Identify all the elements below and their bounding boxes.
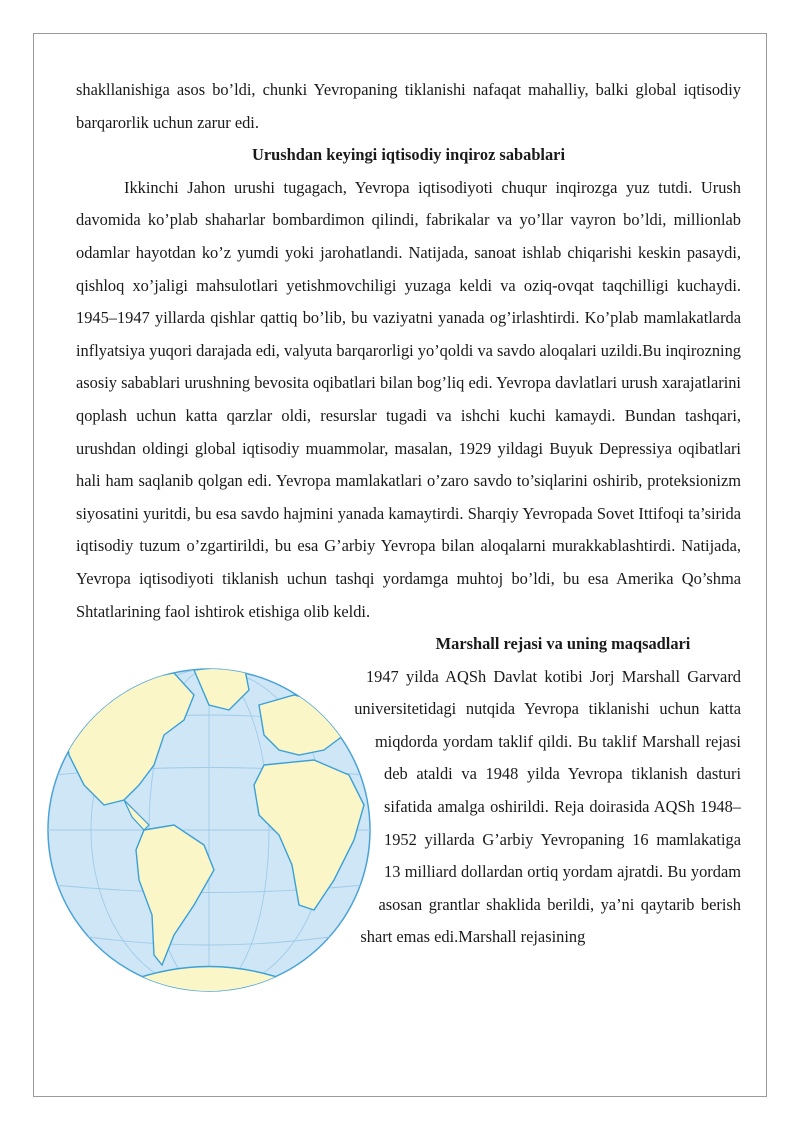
paragraph-crisis-causes: Ikkinchi Jahon urushi tugagach, Yevropa iqtisodiyoti chuqur inqirozga yuz tutdi. Urush davomida ko’plab shaharlar bombardimon qilindi, fabrikalar va yo’llar vayron bo’ldi, millionlab odamlar hayotdan ko’z yumdi yoki jarohatlandi. Natijada, sanoat ishlab chiqarishi keskin pasaydi, qishloq xo’jaligi mahsulotlari yetishmovchiligi yuzaga keldi va oziq-ovqat taqchilligi kuchaydi. 1945–1947 yillarda qishlar qattiq bo’lib, bu vaziyatni yanada og’irlashtirdi. Ko’plab mamlakatlarda inflyatsiya yuqori darajada edi, valyuta barqarorligi yo’qoldi va savdo aloqalari uzildi.Bu inqirozning asosiy sabablari urushning bevosita oqibatlari bilan bog’liq edi. Yevropa davlatlari urush xarajatlarini qoplash uchun katta qarzlar oldi, resurslar tugadi va ishchi kuchi kamaydi. Bundan tashqari, urushdan oldingi global iqtisodiy muammolar, masalan, 1929 yildagi Buyuk Depressiya oqibatlari hali ham saqlanib qolgan edi. Yevropa mamlakatlari o’zaro savdo to’siqlarini oshirib, proteksionizm siyosatini yuritdi, bu esa savdo hajmini yanada kamaytirdi. Sharqiy Yevropada Sovet Ittifoqi ta’sirida iqtisodiy tuzum o’zgartirildi, bu esa G’arbiy Yevropa bilan aloqalarni murakkablashtirdi. Natijada, Yevropa iqtisodiyoti tiklanish uchun tashqi yordamga muhtoj bo’ldi, bu esa Amerika Qo’shma Shtatlarining faol ishtirok etishiga olib keldi. bbox=[76, 177, 741, 621]
heading-crisis-causes: Urushdan keyingi iqtisodiy inqiroz sabablari bbox=[251, 145, 566, 165]
paragraph-intro-continuation: shakllanishiga asos bo’ldi, chunki Yevropaning tiklanishi nafaqat mahalliy, balki global iqtisodiy barqarorlik uchun zarur edi. bbox=[76, 80, 741, 132]
paragraph-marshall-plan: 1947 yilda AQSh Davlat kotibi Jorj Marshall Garvard universitetidagi nutqida Yevropa tiklanishi uchun katta miqdorda yordam taklif qildi. Bu taklif Marshall rejasi deb ataldi va 1948 yilda Yevropa tiklanish dasturi sifatida amalga oshirildi. Reja doirasida AQSh 1948–1952 yillarda G’arbiy Yevropaning 16 mamlakatiga 13 milliard dollardan ortiq yordam ajratdi. Bu yordam asosan grantlar shaklida berildi, ya’ni qaytarib berish shart emas edi.Marshall rejasining bbox=[354, 666, 741, 947]
globe-atlantic-icon bbox=[44, 665, 374, 995]
document-body bbox=[76, 74, 741, 995]
heading-marshall-plan: Marshall rejasi va uning maqsadlari bbox=[435, 634, 691, 654]
